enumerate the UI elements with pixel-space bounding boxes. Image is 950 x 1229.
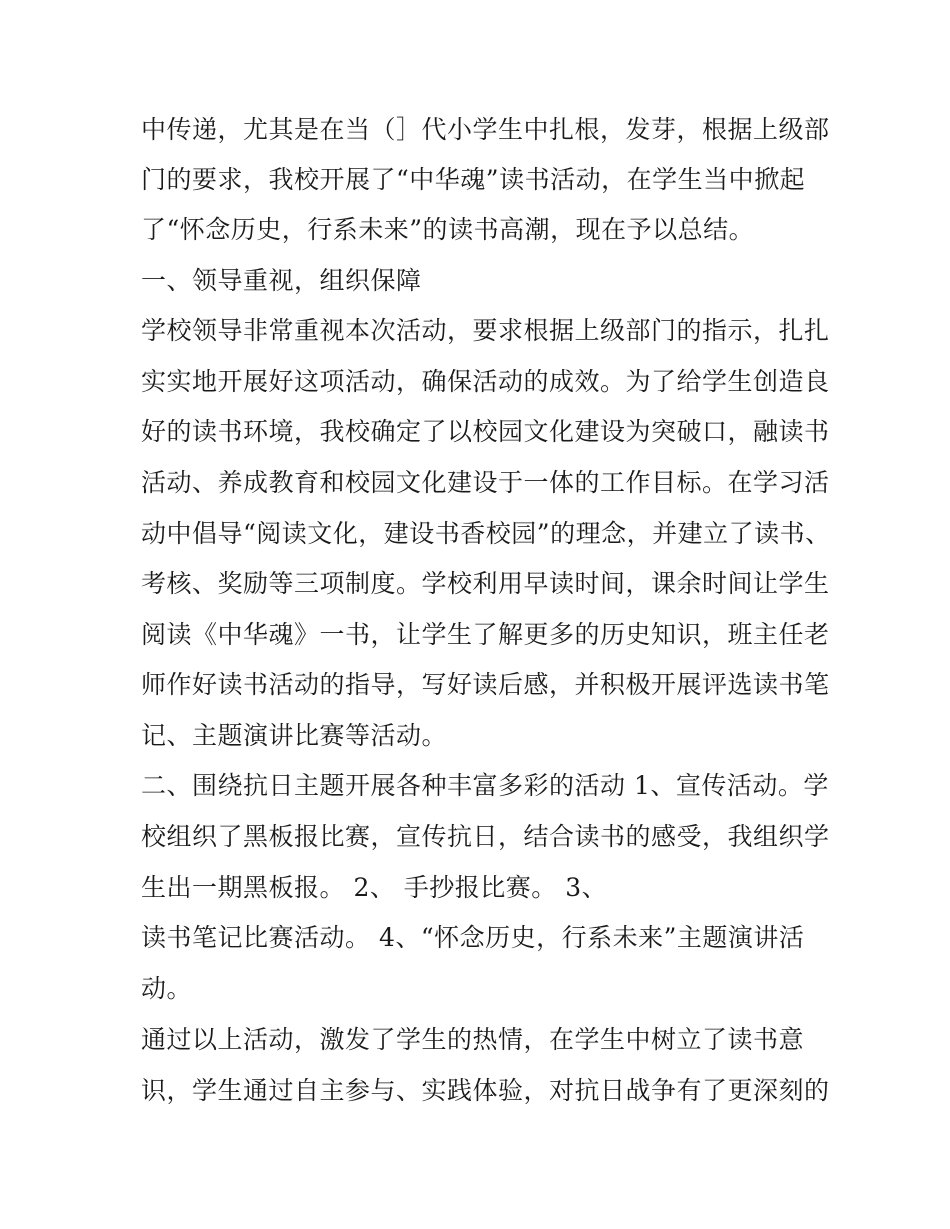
section-heading-1: 一、领导重视，组织保障 <box>141 266 422 295</box>
text-line: 考核、奖励等三项制度。学校利用早读时间，课余时间让学生 <box>141 569 830 598</box>
section-heading-2: 二、围绕抗日主题开展各种丰富多彩的活动 1、宣传活动。学 <box>141 771 829 800</box>
text-line: 动。 <box>141 974 193 1003</box>
text-line: 生出一期黑板报。 2、 手抄报比赛。 3、 <box>141 873 608 902</box>
text-line: 校组织了黑板报比赛，宣传抗日，结合读书的感受，我组织学 <box>141 822 830 851</box>
text-line: 动中倡导“阅读文化，建设书香校园”的理念，并建立了读书、 <box>141 519 831 548</box>
text-line: 好的读书环境，我校确定了以校园文化建设为突破口，融读书 <box>141 417 830 446</box>
text-line: 读书笔记比赛活动。 4、“怀念历史，行系未来”主题演讲活 <box>141 923 805 952</box>
text-line: 阅读《中华魂》一书，让学生了解更多的历史知识，班主任老 <box>141 620 830 649</box>
text-line: 学校领导非常重视本次活动，要求根据上级部门的指示，扎扎 <box>141 316 830 345</box>
text-line: 了“怀念历史，行系未来”的读书高潮，现在予以总结。 <box>141 215 755 244</box>
text-line: 门的要求，我校开展了“中华魂”读书活动，在学生当中掀起 <box>141 165 806 194</box>
text-line: 师作好读书活动的指导，写好读后感，并积极开展评选读书笔 <box>141 670 830 699</box>
text-line: 实实地开展好这项活动，确保活动的成效。为了给学生创造良 <box>141 367 830 396</box>
text-line: 中传递，尤其是在当（］代小学生中扎根，发芽，根据上级部 <box>141 115 830 144</box>
text-line: 通过以上活动，激发了学生的热情，在学生中树立了读书意 <box>141 1025 805 1054</box>
text-line: 识，学生通过自主参与、实践体验，对抗日战争有了更深刻的 <box>141 1076 830 1105</box>
text-line: 活动、养成教育和校园文化建设于一体的工作目标。在学习活 <box>141 468 830 497</box>
text-line: 记、主题演讲比赛等活动。 <box>141 721 448 750</box>
